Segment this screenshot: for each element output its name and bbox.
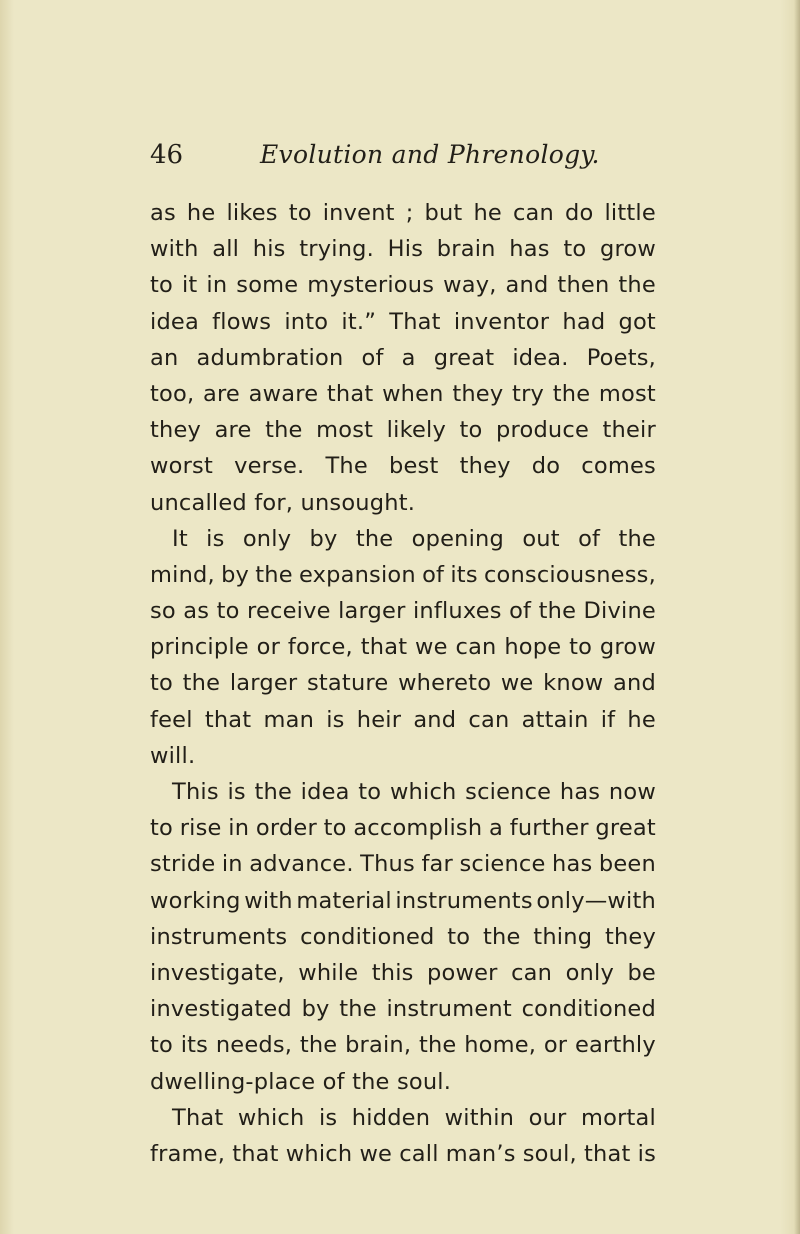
text-line: dwelling-place of the soul.	[150, 1068, 452, 1095]
text-line: working with material instruments only—with	[150, 887, 656, 914]
text-line: feel that man is heir and can attain if he	[150, 706, 656, 733]
text-line: frame, that which we call man’s soul, that is	[150, 1140, 656, 1167]
text-line: It is only by the opening out of the	[172, 525, 656, 552]
text-line: stride in advance. Thus far science has been	[150, 851, 656, 878]
text-line: too, are aware that when they try the most	[150, 380, 656, 407]
text-line: as he likes to invent ; but he can do little	[150, 200, 656, 226]
running-title: Evolution and Phrenology.	[260, 140, 600, 169]
text-line: will.	[150, 742, 196, 769]
text-line: mind, by the expansion of its consciousness,	[150, 561, 656, 588]
page-header	[150, 140, 710, 180]
text-line: they are the most likely to produce their	[150, 417, 656, 444]
text-line: to its needs, the brain, the home, or earthly	[150, 1032, 656, 1059]
text-line: uncalled for, unsought.	[150, 489, 416, 516]
text-line: instruments conditioned to the thing they	[150, 923, 656, 950]
text-line: investigate, while this power can only be	[150, 959, 656, 986]
text-line: That which is hidden within our mortal	[172, 1104, 656, 1131]
text-line: to rise in order to accomplish a further great	[150, 815, 656, 842]
body-text	[150, 195, 656, 1172]
text-line: to the larger stature whereto we know and	[150, 670, 656, 697]
text-line: so as to receive larger influxes of the Divine	[150, 598, 656, 625]
text-line: with all his trying. His brain has to grow	[150, 236, 656, 263]
text-line: principle or force, that we can hope to grow	[150, 634, 656, 661]
text-line: an adumbration of a great idea. Poets,	[150, 344, 656, 371]
text-line: to it in some mysterious way, and then the	[150, 272, 656, 299]
text-line: investigated by the instrument conditioned	[150, 996, 656, 1023]
page-edge-shadow	[794, 0, 800, 1234]
text-line: worst verse. The best they do comes	[150, 453, 656, 480]
page-number: 46	[150, 140, 184, 170]
text-line: This is the idea to which science has now	[172, 779, 656, 805]
text-line: idea flows into it.” That inventor had got	[150, 308, 656, 335]
